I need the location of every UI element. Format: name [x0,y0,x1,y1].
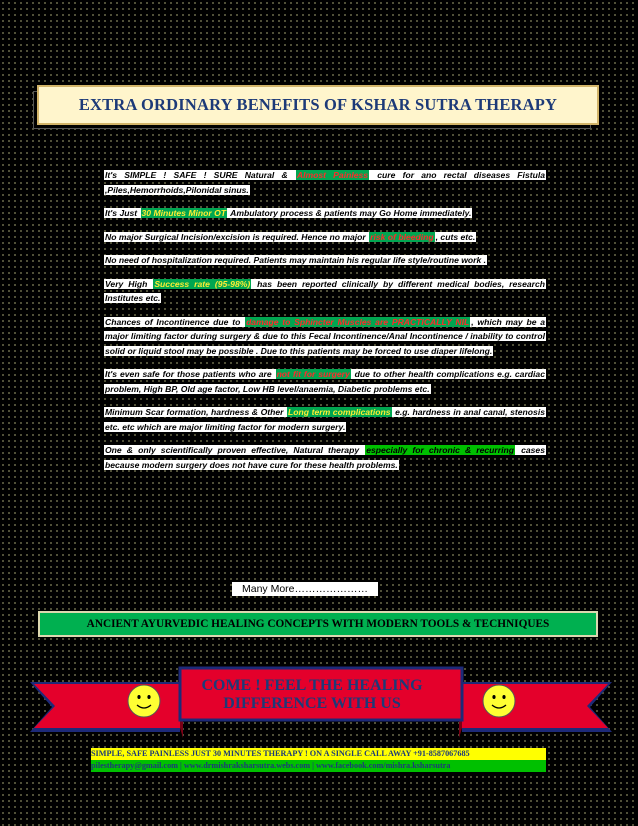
benefit-item [104,443,546,472]
footer-line1: SIMPLE, SAFE PAINLESS JUST 30 MINUTES THERAPY ! ON A SINGLE CALL AWAY +91-8587067685 [91,748,546,760]
benefit-highlight: Success rate (95-98%) [154,278,251,289]
benefit-item [104,168,546,197]
ribbon-right-shadow [459,720,462,738]
ribbon-left-shadow [180,720,183,738]
benefit-highlight: risk of bleeding [370,231,434,242]
benefit-text: Very High [105,278,153,289]
benefit-highlight: especially for chronic & recurring [366,445,515,455]
ribbon-text [183,672,441,718]
concepts-banner: ANCIENT AYURVEDIC HEALING CONCEPTS WITH MODERN TOOLS & TECHNIQUES [38,611,598,637]
benefit-text: e.g. hardness in anal canal, stenosis etc. etc which are major limiting factor for modern surgery. [105,407,545,432]
benefit-text: It's SIMPLE ! SAFE ! SURE Natural & [105,170,295,180]
benefit-text: No need of hospitalization required. Patients may maintain his regular life style/routine work . [105,255,487,265]
many-more-text: Many More………………… [232,582,378,596]
page-title: EXTRA ORDINARY BENEFITS OF KSHAR SUTRA THERAPY [37,85,599,125]
benefit-item [104,315,546,359]
benefit-item [104,367,546,396]
benefit-text: It's even safe for those patients who are [105,369,275,379]
benefit-text: , which may be a major limiting factor during surgery & due to this Fecal Incontinence/Anal Incontinence / inability to control solid or liquid stool may be possible . Due to this patients may be forced to use diaper lifelong. [105,316,545,356]
benefit-item [104,253,546,268]
benefit-item [104,405,546,434]
benefit-item [104,277,546,306]
ribbon-line2: DIFFERENCE WITH US [223,695,401,712]
ribbon-line1: COME ! FEEL THE HEALING [201,677,423,694]
benefit-highlight: damage to Sphincter Muscles are PRACTICALLY NIL [246,316,470,327]
benefit-text: Minimum Scar formation, hardness & Other [105,407,287,417]
benefit-text: cure for ano rectal diseases Fistula ,Piles,Hemorrhoids,Pilonidal sinus. [105,170,545,195]
benefit-highlight: Almost Painless [296,170,369,180]
benefit-highlight: 30 Minutes Minor OT [141,208,227,218]
footer [91,748,546,772]
benefit-text: No major Surgical Incision/excision is required. Hence no major [105,231,369,242]
benefit-text: due to other health complications e.g. cardiac problem, High BP, Old age factor, Low HB level/anaemia, Diabetic problems etc. [105,369,545,394]
benefits-list [104,168,546,481]
benefit-item [104,206,546,221]
footer-line2: pilestherapy@gmail.com | www.drmishraksharsutra.webs.com | www.facebook.com/mishra.ksharsutra [91,760,546,772]
benefit-text: Chances of Incontinence due to [105,316,245,327]
benefit-text: One & only scientifically proven effective, Natural therapy [105,445,365,455]
benefit-text: , cuts etc. [435,231,476,242]
benefit-highlight: Long term complications [288,407,391,417]
benefit-text: has been reported clinically by different medical bodies, research Institutes etc. [105,278,546,303]
smiley-icon [482,684,516,718]
benefit-highlight: not fit for surgery [276,369,350,379]
smiley-icon [127,684,161,718]
benefit-text: It's Just [105,208,140,218]
benefit-text: Ambulatory process & patients may Go Home immediately. [228,208,472,218]
benefit-item [104,230,546,245]
benefit-text: cases because modern surgery does not have cure for these health problems. [105,445,545,470]
